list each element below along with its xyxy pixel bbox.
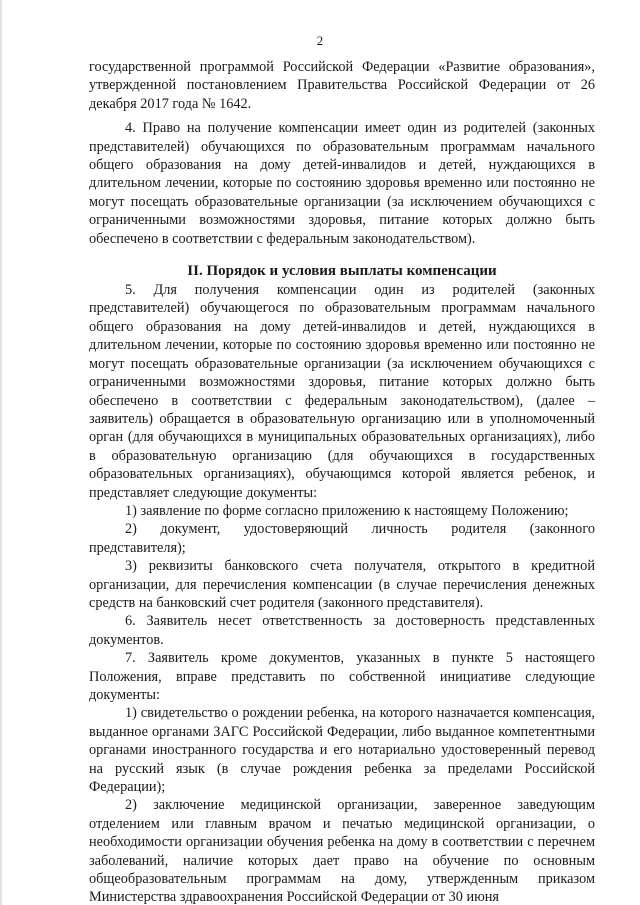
list-item-5-3: 3) реквизиты банковского счета получателя, открытого в кредитной организации, для перечисления компенсации (в случае перечисления денежных средств на банковский счет родителя (законного представителя).: [89, 558, 595, 611]
page-number: 2: [316, 33, 324, 48]
paragraph-7-additional-docs: 7. Заявитель кроме документов, указанных в пункте 5 настоящего Положения, вправе представить по собственной инициативе следующие документы:: [89, 650, 595, 703]
paragraph-program-reference: государственной программой Российской Федерации «Развитие образования», утвержденной постановлением Правительства Российской Федерации от 26 декабря 2017 года № 1642.: [89, 59, 595, 112]
list-item-5-1: 1) заявление по форме согласно приложению к настоящему Положению;: [125, 502, 569, 519]
paragraph-4-eligibility: 4. Право на получение компенсации имеет один из родителей (законных представителей) обучающихся по образовательным программам начального общего образования на дому детей-инвалидов и детей, нуждающихся в длительном лечении, которые по состоянию здоровья временно или постоянно не могут посещать образовательные организации (за исключением обучающихся с ограниченными возможностями здоровья, питание которых должно быть обеспечено в соответствии с федеральным законодательством).: [89, 120, 595, 247]
list-item-7-2: 2) заключение медицинской организации, заверенное заведующим отделением или главным врачом и печатью медицинской организации, о необходимости организации обучения ребенка на дому в соответствии с перечнем заболеваний, наличие которых дает право на обучение по основным общеобразовательным программам на дому, утвержденным приказом Министерства здравоохранения Российской Федерации от 30 июня: [89, 797, 595, 905]
list-item-7-1: 1) свидетельство о рождении ребенка, на которого назначается компенсация, выданное органами ЗАГС Российской Федерации, либо выданное компетентными органами иностранного государства и его нотариально удостоверенный перевод на русский язык (в случае рождения ребенка за пределами Российской Федерации);: [89, 705, 595, 796]
paragraph-5-application: 5. Для получения компенсации один из родителей (законных представителей) обучающегося по образовательным программам начального общего образования на дому детей-инвалидов и детей, нуждающихся в длительном лечении, которые по состоянию здоровья временно или постоянно не могут посещать образовательные организации (за исключением обучающихся с ограниченными возможностями здоровья, питание которых должно быть обеспечено в соответствии с федеральным законодательством), (далее – заявитель) обращается в образовательную организацию или в уполномоченный орган (для обучающихся в муниципальных образовательных организациях), либо в образовательную организацию (для обучающихся в государственных образовательных организациях), обучающимся которой является ребенок, и представляет следующие документы:: [89, 282, 595, 501]
paragraph-6-responsibility: 6. Заявитель несет ответственность за достоверность представленных документов.: [89, 613, 595, 648]
document-body: [89, 58, 595, 905]
scan-edge: [0, 0, 3, 905]
section-title: II. Порядок и условия выплаты компенсации: [187, 263, 497, 280]
list-item-5-2: 2) документ, удостоверяющий личность родителя (законного представителя);: [89, 521, 595, 556]
